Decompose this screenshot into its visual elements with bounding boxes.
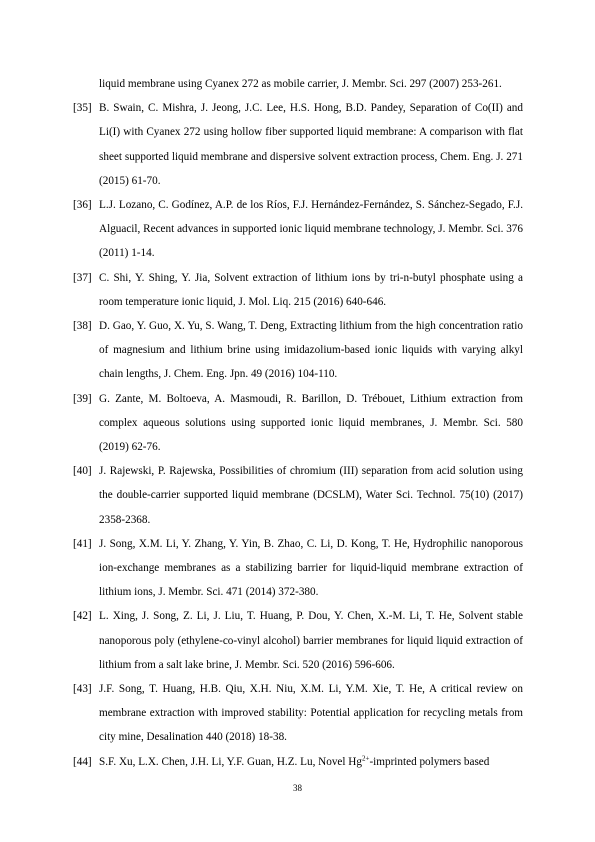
reference-item — [73, 532, 523, 605]
reference-text — [99, 750, 523, 774]
reference-continuation — [73, 72, 523, 96]
reference-text: liquid membrane using Cyanex 272 as mobile carrier, J. Membr. Sci. 297 (2007) 253-261. — [99, 78, 502, 90]
reference-item — [73, 677, 523, 750]
reference-number: [36] — [73, 199, 92, 212]
reference-number: [38] — [73, 320, 92, 333]
reference-list — [73, 72, 523, 774]
reference-item — [73, 459, 523, 532]
reference-number: [37] — [73, 271, 92, 284]
reference-item-44 — [73, 750, 523, 774]
reference-item — [73, 266, 523, 314]
reference-text: G. Zante, M. Boltoeva, A. Masmoudi, R. Barillon, D. Trébouet, Lithium extraction from complex aqueous solutions using supported ionic liquid membranes, J. Membr. Sci. 580 (2019) 62-76. — [99, 392, 523, 454]
reference-item — [73, 96, 523, 193]
reference-text: J. Song, X.M. Li, Y. Zhang, Y. Yin, B. Zhao, C. Li, D. Kong, T. He, Hydrophilic nanoporous ion-exchange membranes as a stabilizing barrier for liquid-liquid membrane extraction of lithium ions, J. Membr. Sci. 471 (2014) 372-380. — [99, 537, 523, 599]
reference-item — [73, 604, 523, 677]
reference-item — [73, 193, 523, 266]
reference-text: L.J. Lozano, C. Godínez, A.P. de los Ríos, F.J. Hernández-Fernández, S. Sánchez-Segado, F.J. Alguacil, Recent advances in supported ionic liquid membrane technology, J. Membr. Sci. 376 (2011) 1-14. — [99, 199, 523, 260]
superscript-charge: 2+ — [361, 753, 370, 762]
page-number: 38 — [293, 783, 302, 793]
reference-item — [73, 314, 523, 387]
reference-items — [73, 96, 523, 749]
reference-item — [73, 387, 523, 460]
reference-number: [43] — [73, 683, 92, 696]
reference-text-end: -imprinted polymers based — [369, 755, 490, 768]
reference-text-start: S.F. Xu, L.X. Chen, J.H. Li, Y.F. Guan, H.Z. Lu, Novel Hg — [99, 755, 362, 768]
reference-number: [40] — [73, 465, 92, 478]
reference-text: J. Rajewski, P. Rajewska, Possibilities of chromium (III) separation from acid solution using the double-carrier supported liquid membrane (DCSLM), Water Sci. Technol. 75(10) (2017) 2358-2368. — [99, 465, 523, 526]
reference-text: B. Swain, C. Mishra, J. Jeong, J.C. Lee, H.S. Hong, B.D. Pandey, Separation of Co(II) and Li(I) with Cyanex 272 using hollow fiber supported liquid membrane: A comparison with flat sheet supported liquid membrane and dispersive solvent extraction process, Chem. Eng. J. 271 (2015) 61-70. — [99, 102, 523, 187]
reference-text: L. Xing, J. Song, Z. Li, J. Liu, T. Huang, P. Dou, Y. Chen, X.-M. Li, T. He, Solvent stable nanoporous poly (ethylene-co-vinyl alcohol) barrier membranes for liquid liquid extraction of lithium from a salt lake brine, J. Membr. Sci. 520 (2016) 596-606. — [99, 610, 523, 671]
reference-text: J.F. Song, T. Huang, H.B. Qiu, X.H. Niu, X.M. Li, Y.M. Xie, T. He, A critical review on membrane extraction with improved stability: Potential application for recycling metals from city mine, Desalination 440 (2018) 18-38. — [99, 683, 523, 744]
reference-number: [41] — [73, 537, 92, 550]
reference-number: [39] — [73, 392, 92, 405]
reference-number: [35] — [73, 102, 92, 115]
reference-number: [44] — [73, 755, 92, 768]
reference-number: [42] — [73, 610, 92, 623]
reference-text: C. Shi, Y. Shing, Y. Jia, Solvent extraction of lithium ions by tri-n-butyl phosphate using a room temperature ionic liquid, J. Mol. Liq. 215 (2016) 640-646. — [99, 271, 523, 308]
reference-text: D. Gao, Y. Guo, X. Yu, S. Wang, T. Deng, Extracting lithium from the high concentration ratio of magnesium and lithium brine using imidazolium-based ionic liquids with varying alkyl chain lengths, J. Chem. Eng. Jpn. 49 (2016) 104-110. — [99, 320, 523, 381]
